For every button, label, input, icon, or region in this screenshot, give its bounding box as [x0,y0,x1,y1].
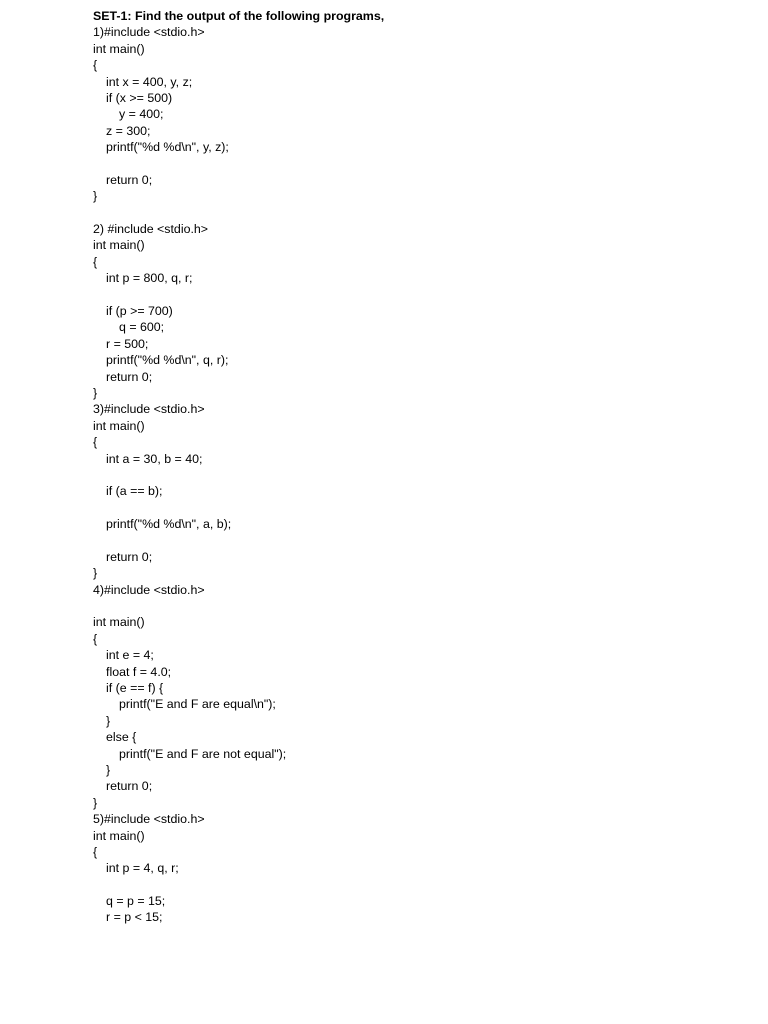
code-line: if (x >= 500) [106,90,173,105]
code-line: { [93,254,98,269]
blank-line [93,467,748,483]
code-line: int e = 4; [106,648,154,663]
code-line: if (p >= 700) [106,304,173,319]
code-line: int main() [93,418,145,433]
blank-line [93,205,748,221]
code-line: printf("E and F are not equal"); [119,746,287,761]
code-line: if (a == b); [106,484,163,499]
program-1-header: 1)#include <stdio.h> [93,25,205,40]
code-line: { [93,844,98,859]
blank-line [93,877,748,893]
code-line: } [106,762,111,777]
code-line: int p = 4, q, r; [106,861,179,876]
code-line: printf("%d %d\n", q, r); [106,353,229,368]
code-line: { [93,58,98,73]
code-line: return 0; [106,369,153,384]
code-line: { [93,435,98,450]
blank-line [93,598,748,614]
document-page [93,8,748,926]
code-line: else { [106,730,137,745]
code-line: float f = 4.0; [106,664,172,679]
code-line: int p = 800, q, r; [106,271,193,286]
code-line: int main() [93,828,145,843]
code-line: } [93,189,98,204]
code-line: y = 400; [119,107,164,122]
code-line: q = p = 15; [106,894,166,909]
code-line: return 0; [106,172,153,187]
code-line: r = 500; [106,336,149,351]
blank-line [93,287,748,303]
blank-line [93,533,748,549]
code-line: return 0; [106,779,153,794]
code-line: } [93,385,98,400]
code-line: } [106,713,111,728]
program-3-header: 3)#include <stdio.h> [93,402,205,417]
code-line: q = 600; [119,320,165,335]
blank-line [93,156,748,172]
code-line: return 0; [106,549,153,564]
program-2-header: 2) #include <stdio.h> [93,222,209,237]
code-line: } [93,795,98,810]
blank-line [93,500,748,516]
code-line: int main() [93,238,145,253]
code-line: int x = 400, y, z; [106,74,193,89]
code-line: { [93,631,98,646]
code-line: int a = 30, b = 40; [106,451,203,466]
code-line: if (e == f) { [106,681,164,696]
code-line: z = 300; [106,123,151,138]
program-4-header: 4)#include <stdio.h> [93,582,205,597]
code-line: r = p < 15; [106,910,163,925]
code-line: int main() [93,41,145,56]
document-title: SET-1: Find the output of the following programs, [93,9,385,23]
code-line: printf("%d %d\n", a, b); [106,517,232,532]
code-line: int main() [93,615,145,630]
code-line: printf("%d %d\n", y, z); [106,140,229,155]
code-line: } [93,566,98,581]
program-5-header: 5)#include <stdio.h> [93,812,205,827]
code-line: printf("E and F are equal\n"); [119,697,276,712]
